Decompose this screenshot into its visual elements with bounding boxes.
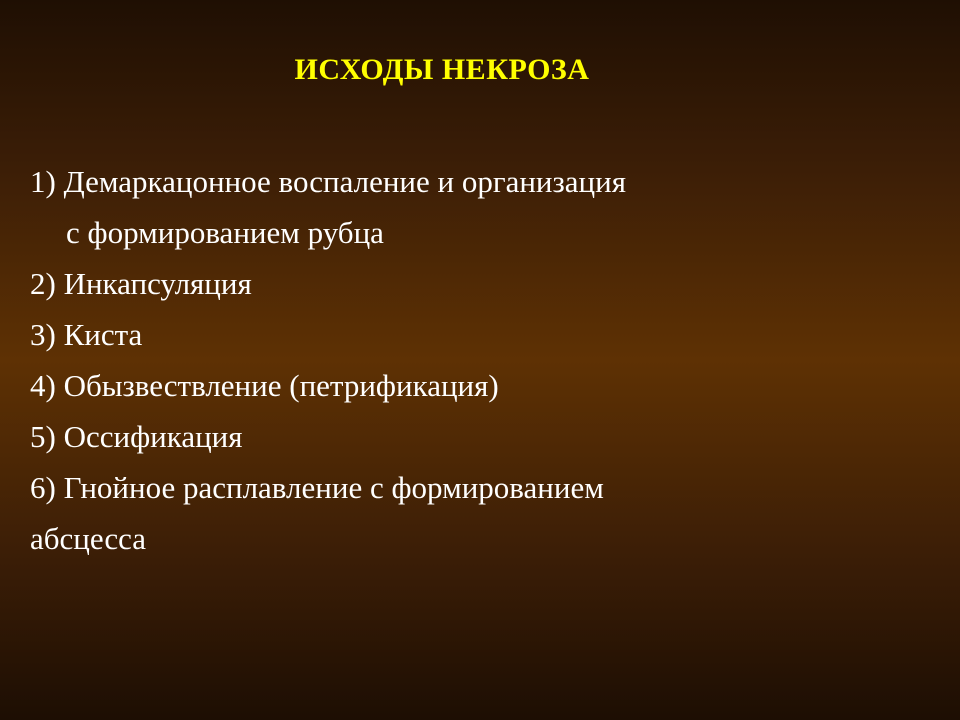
- list-item-6-continuation: абсцесса: [30, 521, 147, 556]
- slide-body: [30, 156, 930, 564]
- list-item-4: 4) Обызвествление (петрификация): [30, 368, 499, 403]
- list-item-1: 1) Демаркацонное воспаление и организация: [30, 164, 626, 199]
- list-item-3: 3) Киста: [30, 317, 143, 352]
- slide-title: ИСХОДЫ НЕКРОЗА: [294, 53, 590, 86]
- list-item-1-continuation: с формированием рубца: [66, 215, 384, 250]
- list-item-2: 2) Инкапсуляция: [30, 266, 252, 301]
- list-item-6: 6) Гнойное расплавление с формированием: [30, 470, 604, 505]
- list-item-5: 5) Оссификация: [30, 419, 243, 454]
